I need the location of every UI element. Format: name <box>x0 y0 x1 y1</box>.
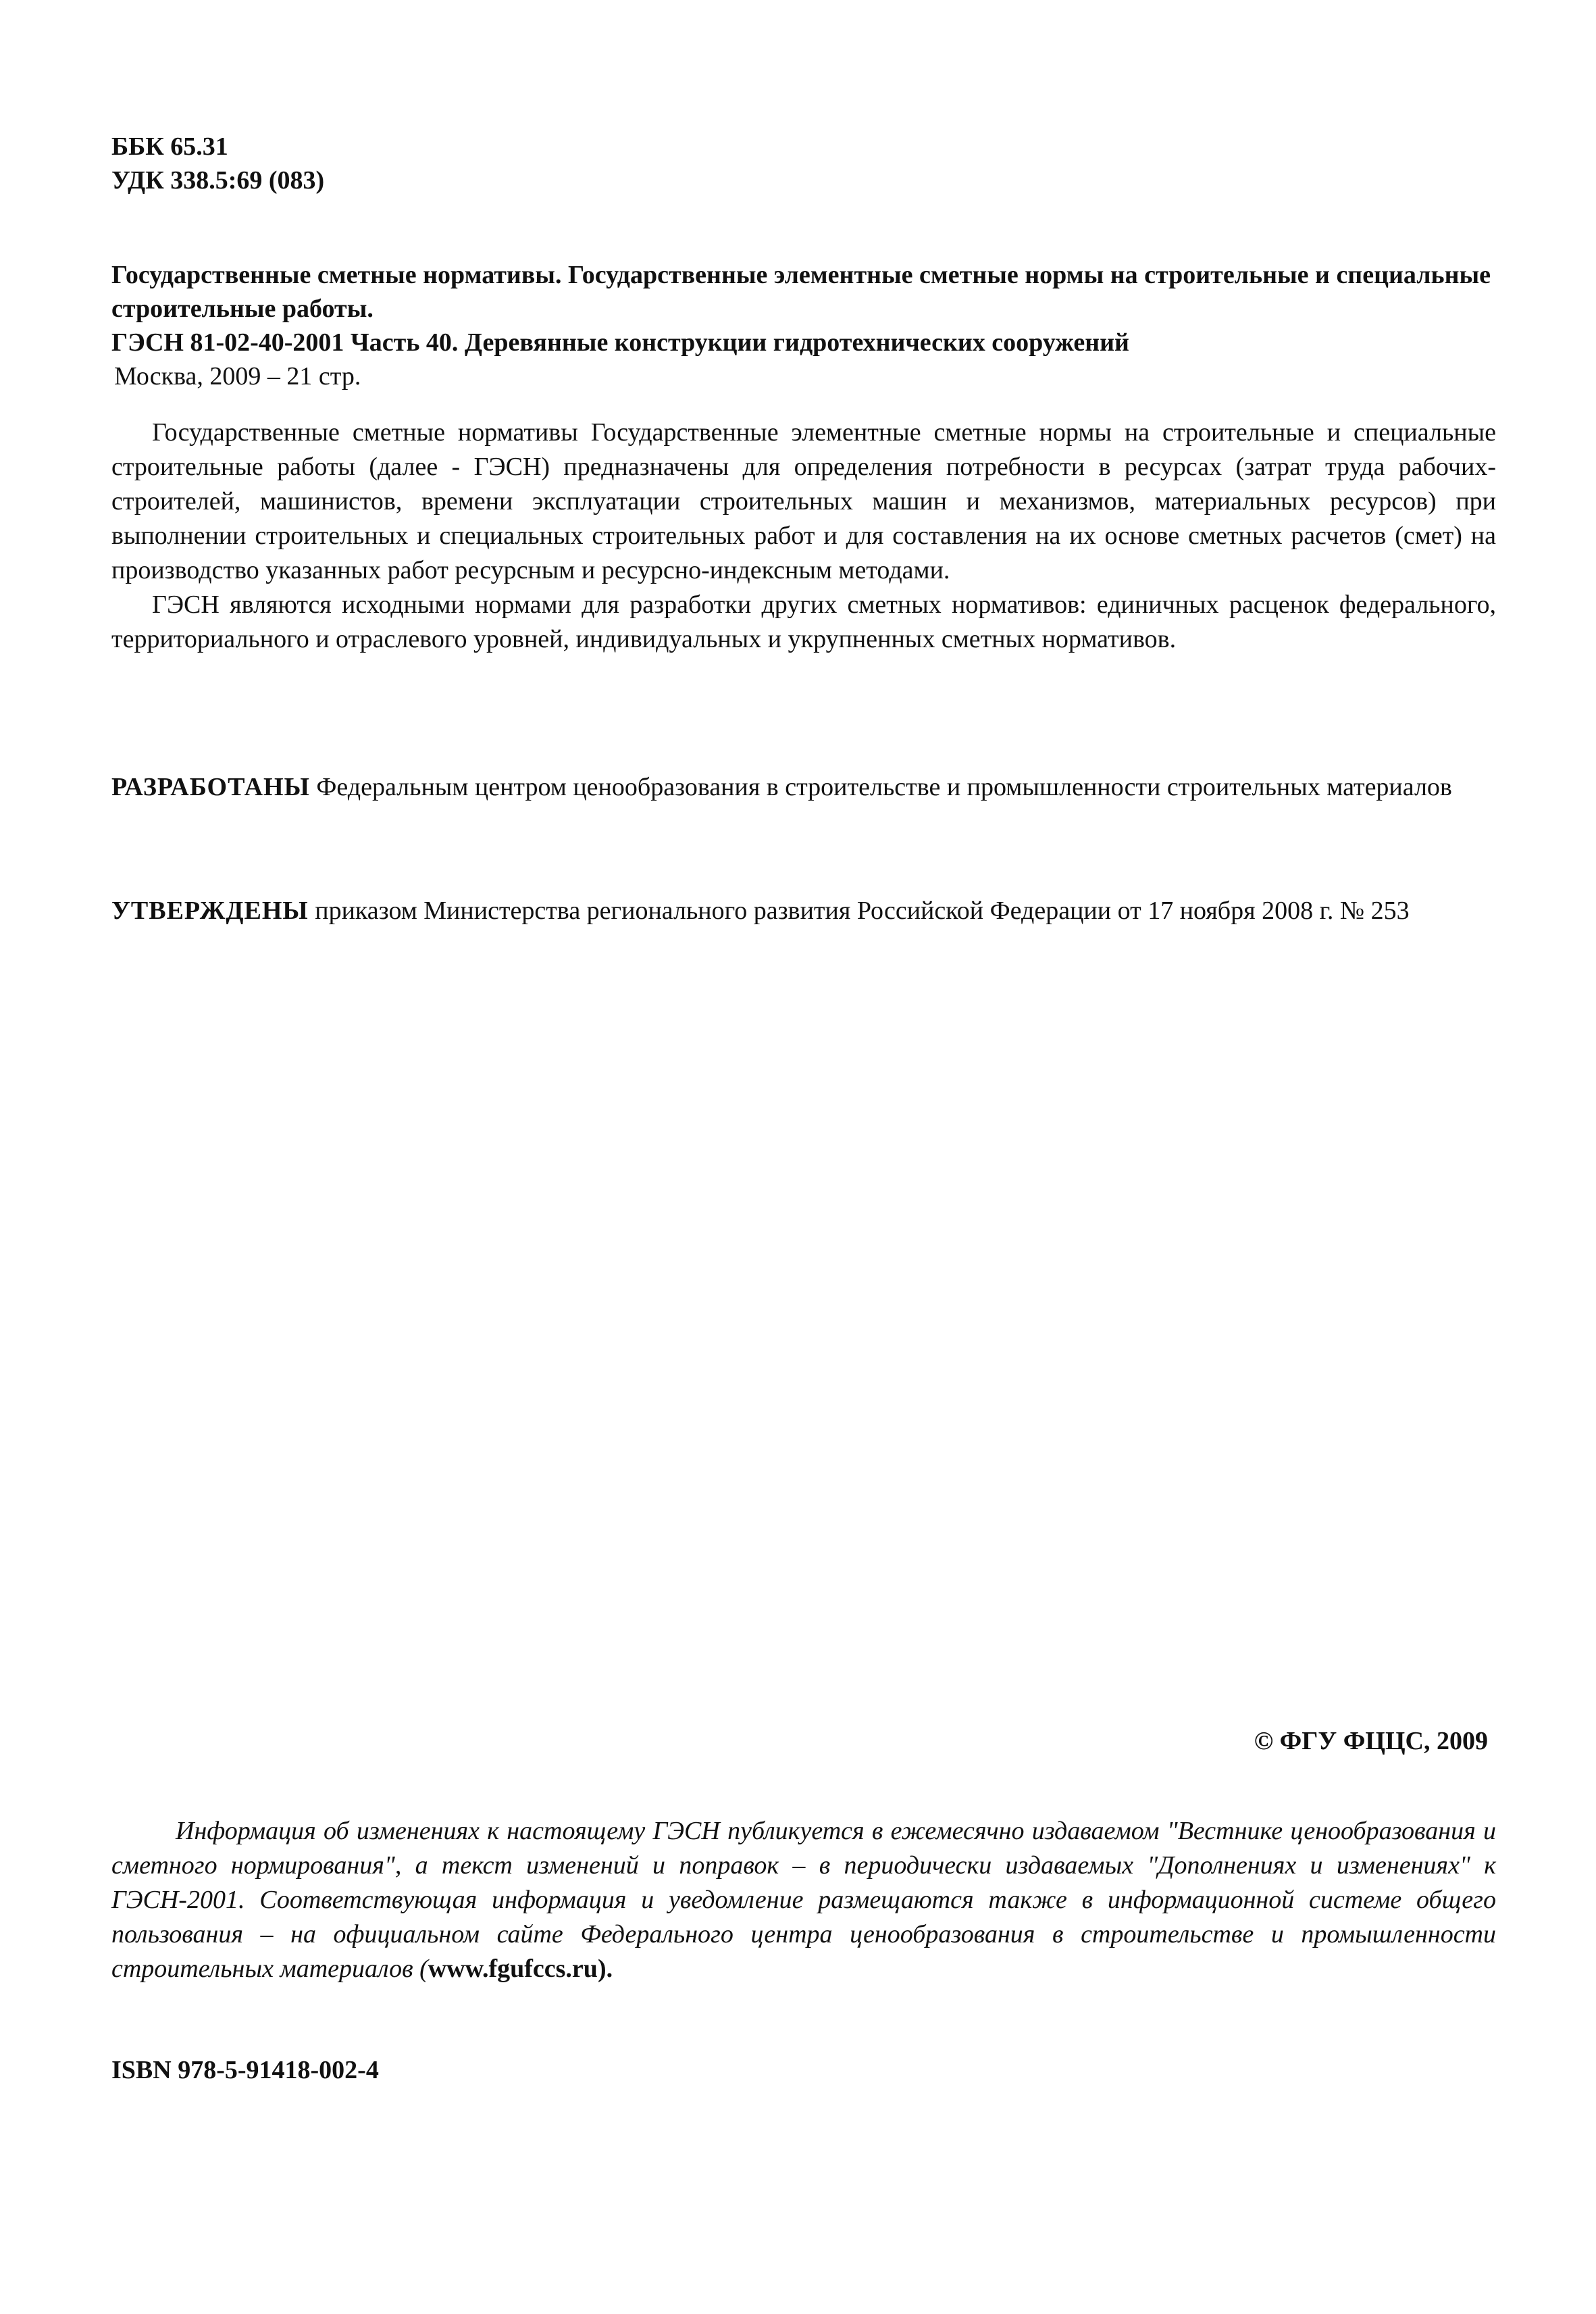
document-title: Государственные сметные нормативы. Государственные элементные сметные нормы на строительные и специальные строительные работы. <box>111 261 1491 323</box>
website-link[interactable]: www.fgufccs.ru <box>428 1955 598 1983</box>
approved-by <box>111 894 1496 928</box>
notice-text: Информация об изменениях к настоящему ГЭСН публикуется в ежемесячно издаваемом "Вестнике ценообразования и сметного нормирования", а текст изменений и поправок – в периодически издаваемых "Дополнениях и изменениях" к ГЭСН-2001. Соответствующая информация и уведомление размещаются также в информационной системе общего пользования – на официальном сайте Федерального центра ценообразования в строительстве и промышленности строительных материалов ( <box>111 1817 1496 1983</box>
developed-by <box>111 770 1496 805</box>
developed-text: Федеральным центром ценообразования в строительстве и промышленности строительных материалов <box>316 773 1452 801</box>
abstract <box>111 416 1496 657</box>
abstract-paragraph-2: ГЭСН являются исходными нормами для разработки других сметных нормативов: единичных расценок федерального, территориального и отраслевого уровней, индивидуальных и укрупненных сметных нормативов. <box>111 590 1496 653</box>
approved-text: приказом Министерства регионального развития Российской Федерации от 17 ноября 2008 г. № 253 <box>315 897 1410 925</box>
abstract-paragraph-1: Государственные сметные нормативы Государственные элементные сметные нормы на строительные и специальные строительные работы (далее - ГЭСН) предназначены для определения потребности в ресурсах (затрат труда рабочих-строителей, машинистов, времени эксплуатации строительных машин и механизмов, материальных ресурсов) при выполнении строительных и специальных строительных работ и для составления на их основе сметных расчетов (смет) на производство указанных работ ресурсным и ресурсно-индексным методами. <box>111 418 1496 584</box>
classification-block <box>111 130 1496 197</box>
bibliographic-record <box>111 258 1496 393</box>
udk-code: УДК 338.5:69 (083) <box>111 166 325 195</box>
bbk-code: ББК 65.31 <box>111 132 228 161</box>
notice-suffix: ). <box>597 1955 613 1983</box>
copyright-notice: © ФГУ ФЦЦС, 2009 <box>1254 1727 1488 1755</box>
document-part-title: ГЭСН 81-02-40-2001 Часть 40. Деревянные конструкции гидротехнических сооружений <box>111 328 1129 357</box>
changes-notice <box>111 1814 1496 1986</box>
developed-label: РАЗРАБОТАНЫ <box>111 773 310 801</box>
imprint: Москва, 2009 – 21 стр. <box>114 362 361 391</box>
approved-label: УТВЕРЖДЕНЫ <box>111 897 309 925</box>
isbn-number: ISBN 978-5-91418-002-4 <box>111 2056 379 2084</box>
